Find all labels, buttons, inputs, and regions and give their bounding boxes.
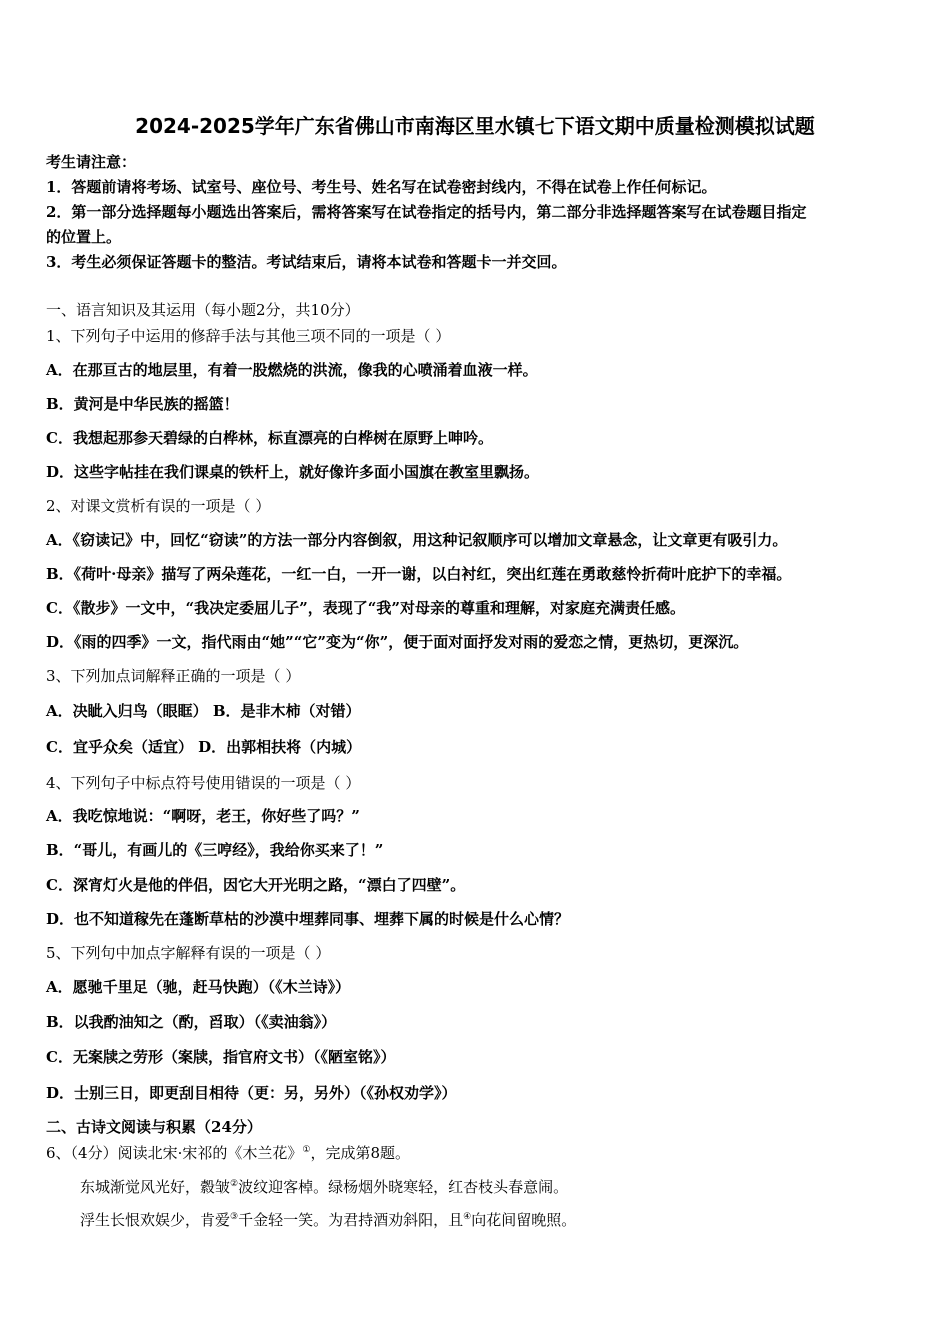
option-b: B．《荷叶·母亲》描写了两朵莲花，一红一白，一开一谢，以白衬红，突出红莲在勇敢慈怜折荷叶庇护下的幸福。 bbox=[46, 565, 792, 583]
question-stem: 1、下列句子中运用的修辞手法与其他三项不同的一项是（ ） bbox=[46, 327, 451, 345]
question-stem: 5、下列句中加点字解释有误的一项是（ ） bbox=[46, 944, 331, 962]
stem-text: 6、（4分）阅读北宋·宋祁的《木兰花》 bbox=[46, 1144, 303, 1162]
option-c: C．《散步》一文中，“我决定委屈儿子”，表现了“我”对母亲的尊重和理解，对家庭充满责任感。 bbox=[46, 599, 685, 617]
poem-text: 向花间留晚照。 bbox=[471, 1211, 577, 1229]
footnote-mark: ④ bbox=[463, 1212, 472, 1222]
option-a: A．在那亘古的地层里，有着一股燃烧的洪流，像我的心喷涌着血液一样。 bbox=[46, 361, 538, 379]
poem-text: 千金轻一笑。为君持酒劝斜阳，且 bbox=[238, 1211, 464, 1229]
option-d: D．《雨的四季》一文，指代雨由“她”“它”变为“你”，便于面对面抒发对雨的爱恋之情，更热切，更深沉。 bbox=[46, 633, 749, 651]
section-heading: 一、语言知识及其运用（每小题2分，共10分） bbox=[46, 301, 360, 319]
option-c: C．无案牍之劳形（案牍，指官府文书）（《陋室铭》） bbox=[46, 1048, 396, 1066]
page-title: 2024-2025学年广东省佛山市南海区里水镇七下语文期中质量检测模拟试题 bbox=[135, 114, 815, 138]
notice-item: 的位置上。 bbox=[46, 228, 122, 246]
option-d: D．这些字帖挂在我们课桌的铁杆上，就好像许多面小国旗在教室里飘扬。 bbox=[46, 463, 540, 481]
question-stem: 3、下列加点词解释正确的一项是（ ） bbox=[46, 667, 301, 685]
option-a: A．《窃读记》中，回忆“窃读”的方法一部分内容倒叙，用这种记叙顺序可以增加文章悬念，让文章更有吸引力。 bbox=[46, 531, 788, 549]
option-c: C．深宵灯火是他的伴侣，因它大开光明之路，“漂白了四壁”。 bbox=[46, 876, 466, 894]
option-b: B．“哥儿，有画儿的《三哼经》，我给你买来了！” bbox=[46, 841, 384, 859]
stem-text: ，完成第8题。 bbox=[310, 1144, 410, 1162]
options-line: C．宜乎众矣（适宜） D．出郭相扶将（内城） bbox=[46, 738, 362, 756]
question-stem: 4、下列句子中标点符号使用错误的一项是（ ） bbox=[46, 774, 361, 792]
poem-text: 浮生长恨欢娱少，肯爱 bbox=[80, 1211, 231, 1229]
option-a: A．愿驰千里足（驰，赶马快跑）（《木兰诗》） bbox=[46, 978, 351, 996]
option-b: B．黄河是中华民族的摇篮！ bbox=[46, 395, 239, 413]
option-b: B．以我酌油知之（酌，舀取）（《卖油翁》） bbox=[46, 1013, 337, 1031]
footnote-mark: ① bbox=[302, 1145, 311, 1155]
footnote-mark: ② bbox=[230, 1179, 239, 1189]
notice-heading: 考生请注意： bbox=[46, 153, 137, 171]
poem-text: 东城渐觉风光好，縠皱 bbox=[80, 1178, 231, 1196]
notice-item: 2．第一部分选择题每小题选出答案后，需将答案写在试卷指定的括号内，第二部分非选择题答案写在试卷题目指定 bbox=[46, 203, 807, 221]
option-a: A．我吃惊地说：“啊呀，老王，你好些了吗？” bbox=[46, 807, 360, 825]
option-d: D．士别三日，即更刮目相待（更：另，另外）（《孙权劝学》） bbox=[46, 1084, 457, 1102]
footnote-mark: ③ bbox=[230, 1212, 239, 1222]
notice-item: 3．考生必须保证答题卡的整洁。考试结束后，请将本试卷和答题卡一并交回。 bbox=[46, 253, 567, 271]
question-stem: 2、对课文赏析有误的一项是（ ） bbox=[46, 497, 271, 515]
poem-line bbox=[80, 1177, 568, 1197]
section-heading: 二、古诗文阅读与积累（24分） bbox=[46, 1118, 262, 1136]
option-c: C．我想起那参天碧绿的白桦林，标直漂亮的白桦树在原野上呻吟。 bbox=[46, 429, 493, 447]
options-line: A．决眦入归鸟（眼眶） B．是非木柿（对错） bbox=[46, 702, 361, 720]
question-stem bbox=[46, 1143, 410, 1163]
poem-text: 波纹迎客棹。绿杨烟外晓寒轻，红杏枝头春意闹。 bbox=[238, 1178, 569, 1196]
option-d: D．也不知道稼先在蓬断草枯的沙漠中埋葬同事、埋葬下属的时候是什么心情？ bbox=[46, 910, 570, 928]
notice-item: 1．答题前请将考场、试室号、座位号、考生号、姓名写在试卷密封线内，不得在试卷上作任何标记。 bbox=[46, 178, 717, 196]
poem-line bbox=[80, 1210, 576, 1230]
